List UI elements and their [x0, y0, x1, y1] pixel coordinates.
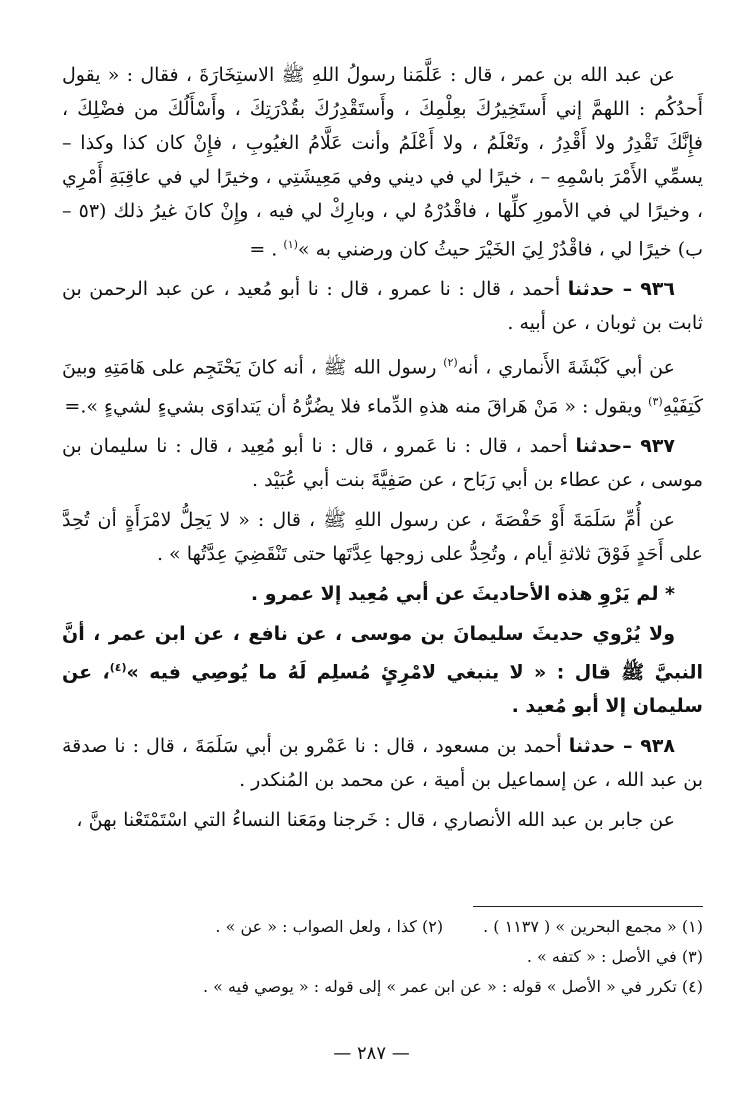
page-number: — ٢٨٧ — [333, 1043, 410, 1064]
main-text [62, 58, 703, 843]
istikhara-text: عن عبد الله بن عمر ، قال : عَلَّمَنا رسولُ اللهِ ﷺ الاستِخَارَةَ ، فقال : « يقول أَحدُكُم : اللهمَّ إني أَستَخِيرُكَ بعِلْمِكَ ، وأَستَقْدِرُكَ بقُدْرَتِكَ ، وأَسْأَلُكَ من فضْلِكَ ، فإِنَّكَ تَقْدِرُ ولا أَقْدِرُ ، وتَعْلَمُ ، ولا أَعْلَمُ وأنت عَلَّامُ الغيُوبِ ، فإِنْ كان كذا وكذا – يسمِّي الأَمْرَ باسْمِهِ – ، خيرًا لي في ديني وفي مَعِيشَتِي ، وخيرًا لي في عاقِبَةِ أَمْرِي ، وخيرًا لي في الأمورِ كلِّها ، فاقْدُرْهُ لي ، وبارِكْ لي فيه ، وإِنْ كانَ غيرُ ذلك (٥٣ – ب) خيرًا لي ، فاقْدُرْ لِيَ الخَيْرَ حيثُ كان ورضني به » [62, 64, 703, 261]
istikhara-end: . = [249, 238, 284, 261]
hadith-938-chain: أحمد بن مسعود ، قال : نا عَمْرو بن أبي سَلَمَةَ ، قال : نا صدقة بن عبد الله ، عن إسماعيل بن أمية ، عن محمد بن المُنكدر . [62, 735, 703, 792]
paragraph-kabsha [62, 346, 703, 423]
commentary-line [62, 577, 703, 611]
hadith-937-chain: أحمد ، قال : نا عَمرو ، قال : نا أبو مُعِيد ، قال : نا سليمان بن موسى ، عن عطاء بن أبي رَبَاح ، عن صَفِيَّةَ بنت أبي عُبَيْد . [62, 434, 703, 491]
paragraph-sulayman [62, 617, 703, 723]
hadith-936-number: ٩٣٦ – حدثنا [567, 278, 675, 301]
footnote-divider [473, 906, 703, 907]
hadith-936-chain: أحمد ، قال : نا عمرو ، قال : نا أبو مُعيد ، عن عبد الرحمن بن ثابت بن ثوبان ، عن أبيه . [62, 278, 703, 335]
hadith-936 [62, 272, 703, 340]
sulayman-text-b: ، عن سليمان إلا أبو مُعيد . [62, 661, 703, 718]
footnote-3: (٣) في الأصل : « كتفه » . [526, 947, 703, 966]
jabir-text: عن جابر بن عبد الله الأنصاري ، قال : خَرجنا ومَعَنا النساءُ التي اسْتَمْتَعْنا بهنَّ ، [76, 809, 675, 832]
paragraph-jabir [62, 803, 703, 837]
kabsha-text-b: رسول الله ﷺ ، أنه كانَ يَحْتَجِم على هَامَتِهِ وبينَ كَتِفَيْهِ [62, 356, 703, 417]
footnote-row-1 [62, 912, 703, 942]
footnote-ref-4: (٤) [109, 660, 127, 674]
footnote-1: (١) « مجمع البحرين » ( ١١٣٧ ) . [483, 917, 703, 936]
paragraph-istikhara [62, 58, 703, 266]
footnote-ref-2: (٢) [443, 356, 458, 370]
hadith-937-number: ٩٣٧ –حدثنا [575, 434, 675, 457]
hadith-938-number: ٩٣٨ – حدثنا [568, 735, 675, 758]
kabsha-text-c: ويقول : « مَنْ هَراقَ منه هذهِ الدِّماء فلا يضُرُّهُ أن يَتداوَى بشيءٍ لشيءٍ ».= [64, 394, 649, 417]
footnote-4: (٤) تكرر في « الأصل » قوله : « عن ابن عمر » إلى قوله : « يوصي فيه » . [202, 977, 703, 996]
paragraph-umm-salama [62, 503, 703, 571]
commentary-text: * لم يَرْوِ هذه الأحاديثَ عن أبي مُعِيد إلا عمرو . [250, 582, 675, 605]
footnotes [62, 912, 703, 1002]
umm-salama-text: عن أُمِّ سَلَمَةَ أَوْ حَفْصَةَ ، عن رسول اللهِ ﷺ ، قال : « لا يَحِلُّ لامْرَأَةٍ أن تُحِدَّ على أَحَدٍ فَوْقَ ثلاثةِ أيام ، وتُحِدُّ على زوجها عِدَّتَها حتى تَنْقَضِيَ عِدَّتُها » . [62, 508, 703, 565]
hadith-937 [62, 429, 703, 497]
kabsha-text-a: عن أبي كَبْشَةَ الأَنماري ، أنه [457, 356, 675, 379]
footnote-ref-3: (٣) [648, 394, 663, 408]
hadith-938 [62, 729, 703, 797]
sulayman-text-a: ولا يُرْوي حديثَ سليمانَ بن موسى ، عن نافع ، عن ابن عمر ، أنَّ النبيَّ ﷺ قال : « لا ينبغي لامْرِئٍ مُسلِم لَهُ ما يُوصِي فيه » [62, 622, 703, 684]
footnote-ref-1: (١) [283, 238, 298, 251]
footnote-2: (٢) كذا ، ولعل الصواب : « عن » . [215, 917, 444, 936]
